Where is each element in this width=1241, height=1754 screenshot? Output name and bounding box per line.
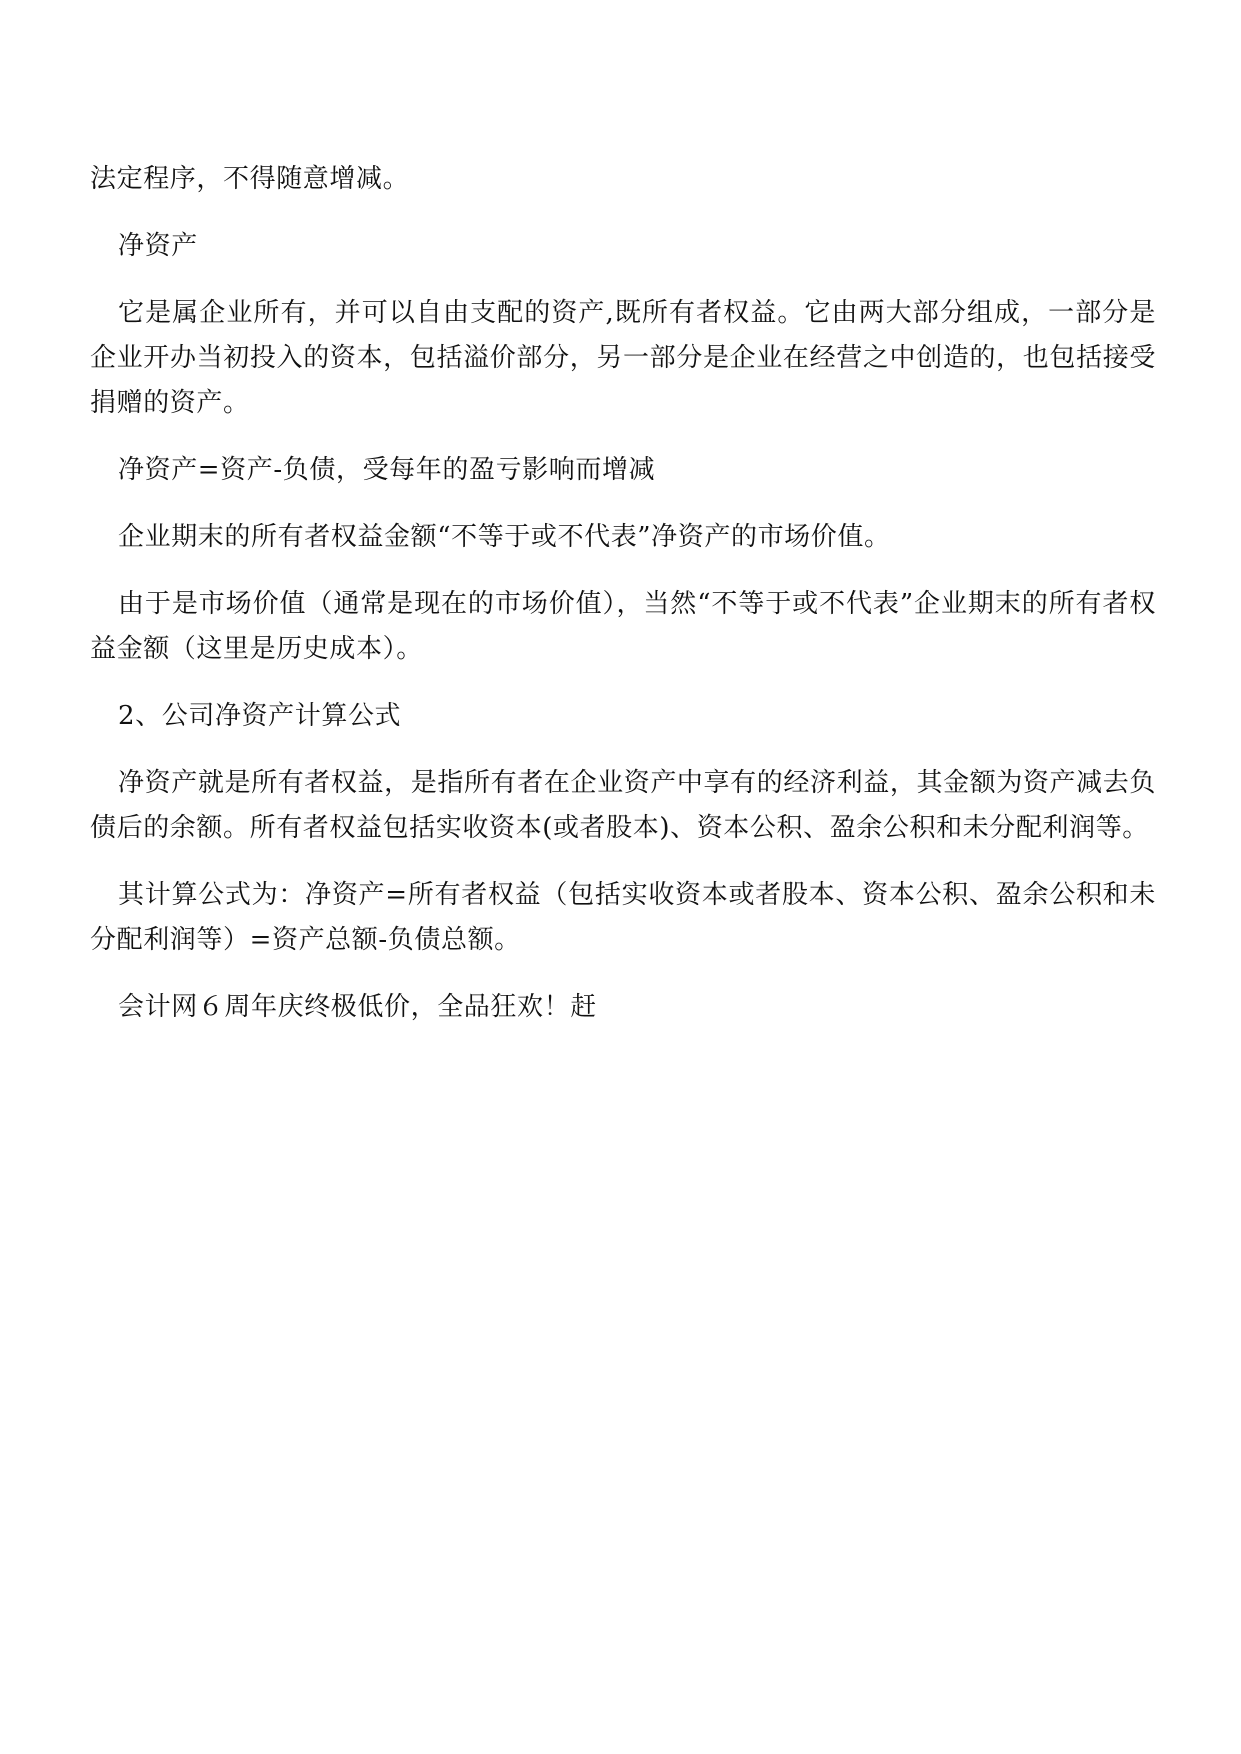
paragraph-market-value: 企业期末的所有者权益金额“不等于或不代表”净资产的市场价值。 (118, 522, 891, 552)
paragraph-calculation: 其计算公式为：净资产=所有者权益（包括实收资本或者股本、资本公积、盈余公积和未分配利润等）=资产总额-负债总额。 (90, 880, 1156, 955)
section-heading-formula: 2、公司净资产计算公式 (118, 701, 402, 731)
paragraph-owners-equity: 净资产就是所有者权益，是指所有者在企业资产中享有的经济利益，其金额为资产减去负债后的余额。所有者权益包括实收资本(或者股本)、资本公积、盈余公积和未分配利润等。 (90, 768, 1156, 843)
paragraph-definition: 它是属企业所有，并可以自由支配的资产,既所有者权益。它由两大部分组成，一部分是企业开办当初投入的资本，包括溢价部分，另一部分是企业在经营之中创造的，也包括接受捐赠的资产。 (90, 298, 1156, 418)
paragraph-historical-cost: 由于是市场价值（通常是现在的市场价值），当然“不等于或不代表”企业期末的所有者权益金额（这里是历史成本）。 (90, 589, 1156, 664)
document-body (90, 157, 1156, 1052)
section-heading-net-assets: 净资产 (118, 231, 198, 261)
paragraph-continuation: 法定程序，不得随意增减。 (90, 164, 410, 194)
paragraph-promotion: 会计网６周年庆终极低价，全品狂欢！赶 (118, 992, 597, 1022)
paragraph-formula: 净资产=资产-负债，受每年的盈亏影响而增减 (118, 455, 656, 485)
